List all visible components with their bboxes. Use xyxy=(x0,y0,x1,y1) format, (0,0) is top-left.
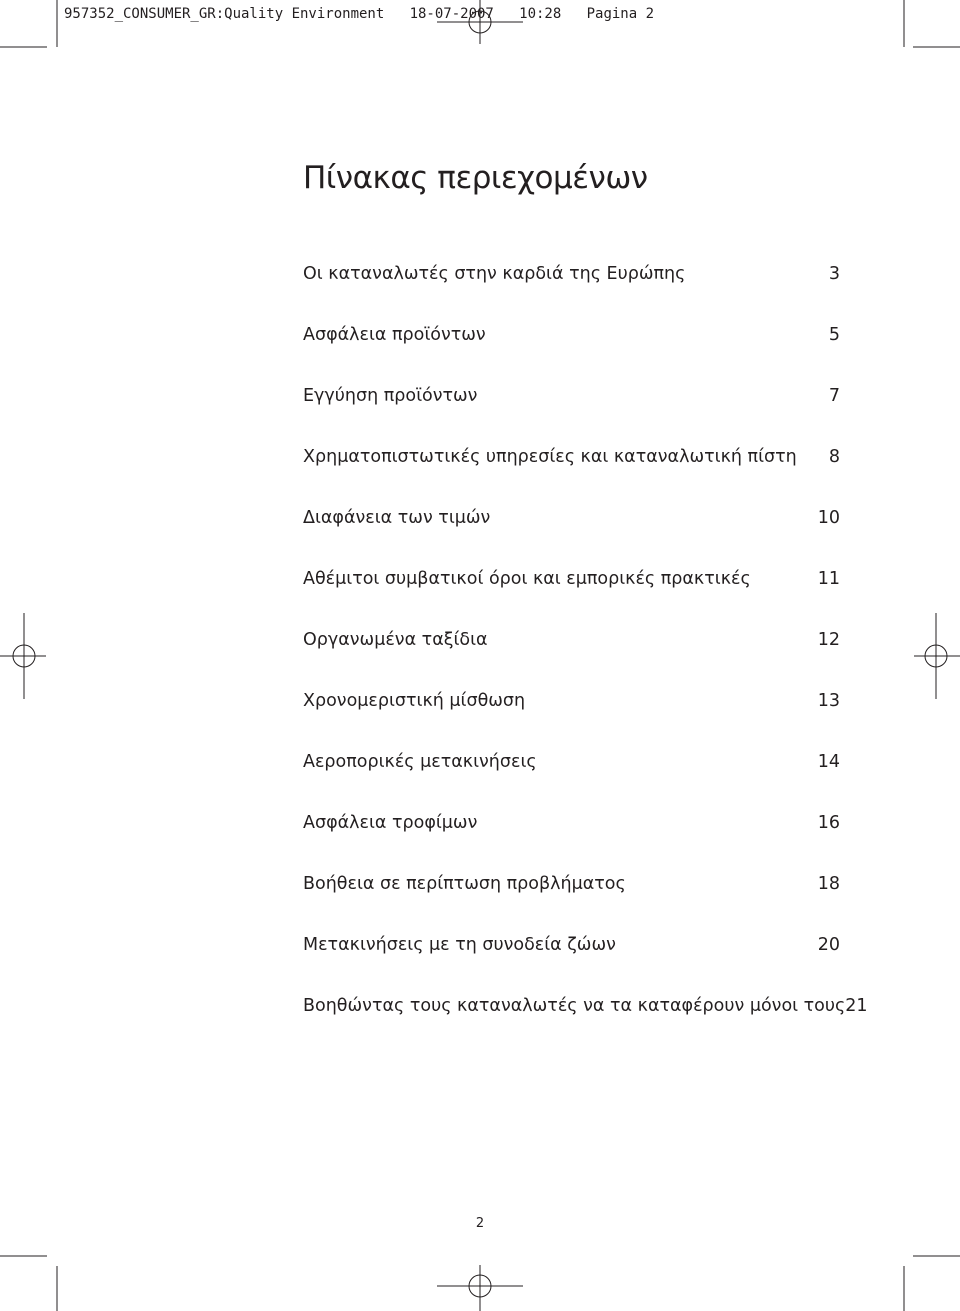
toc-entry-label: Εγγύηση προϊόντων xyxy=(303,386,478,406)
toc-entry-label: Οι καταναλωτές στην καρδιά της Ευρώπης xyxy=(303,264,686,284)
toc-entry-label: Μετακινήσεις με τη συνοδεία ζώων xyxy=(303,935,616,955)
registration-mark-right xyxy=(914,613,960,699)
toc-entry-label: Αθέμιτοι συμβατικοί όροι και εμπορικές πρακτικές xyxy=(303,569,751,589)
toc-entry-label: Χρονομεριστική μίσθωση xyxy=(303,691,526,711)
toc-entry-page: 16 xyxy=(817,813,840,833)
toc-entry-page: 8 xyxy=(828,447,840,467)
toc-entry[interactable] xyxy=(303,630,840,691)
toc-entry-label: Χρηματοπιστωτικές υπηρεσίες και καταναλωτική πίστη xyxy=(303,447,797,467)
toc-entry-page: 10 xyxy=(817,508,840,528)
print-slug: 957352_CONSUMER_GR:Quality Environment 18-07-2007 10:28 Pagina 2 xyxy=(64,6,655,22)
toc-entry[interactable] xyxy=(303,325,840,386)
page-title: Πίνακας περιεχομένων xyxy=(303,160,648,196)
toc-entry-page: 12 xyxy=(817,630,840,650)
toc-entry-page: 21 xyxy=(845,996,868,1016)
registration-mark-bottom xyxy=(437,1265,523,1311)
page-number: 2 xyxy=(475,1216,485,1231)
toc-entry-page: 18 xyxy=(817,874,840,894)
toc-entry-label: Ασφάλεια προϊόντων xyxy=(303,325,486,345)
toc-entry[interactable] xyxy=(303,935,840,996)
toc-entry-page: 7 xyxy=(828,386,840,406)
toc-entry[interactable] xyxy=(303,264,840,325)
toc-entry[interactable] xyxy=(303,386,840,447)
toc-entry-page: 11 xyxy=(817,569,840,589)
toc-entry-label: Αεροπορικές μετακινήσεις xyxy=(303,752,537,772)
toc-entry[interactable] xyxy=(303,752,840,813)
toc-entry[interactable] xyxy=(303,874,840,935)
toc-entry[interactable] xyxy=(303,813,840,874)
toc-entry-label: Βοήθεια σε περίπτωση προβλήματος xyxy=(303,874,626,894)
toc-entry-page: 5 xyxy=(828,325,840,345)
toc-entry[interactable] xyxy=(303,691,840,752)
toc-entry[interactable] xyxy=(303,996,868,1057)
toc-entry-label: Ασφάλεια τροφίμων xyxy=(303,813,478,833)
toc-entry-label: Οργανωμένα ταξίδια xyxy=(303,630,488,650)
toc-entry-page: 20 xyxy=(817,935,840,955)
toc-entry[interactable] xyxy=(303,569,840,630)
toc-entry-page: 3 xyxy=(828,264,840,284)
toc-entry-page: 14 xyxy=(817,752,840,772)
toc-entry-page: 13 xyxy=(817,691,840,711)
toc-entry[interactable] xyxy=(303,447,840,508)
table-of-contents xyxy=(303,264,868,1057)
toc-entry-label: Διαφάνεια των τιμών xyxy=(303,508,491,528)
toc-entry[interactable] xyxy=(303,508,840,569)
toc-entry-label: Βοηθώντας τους καταναλωτές να τα καταφέρουν μόνοι τους xyxy=(303,996,846,1016)
registration-mark-left xyxy=(0,613,46,699)
